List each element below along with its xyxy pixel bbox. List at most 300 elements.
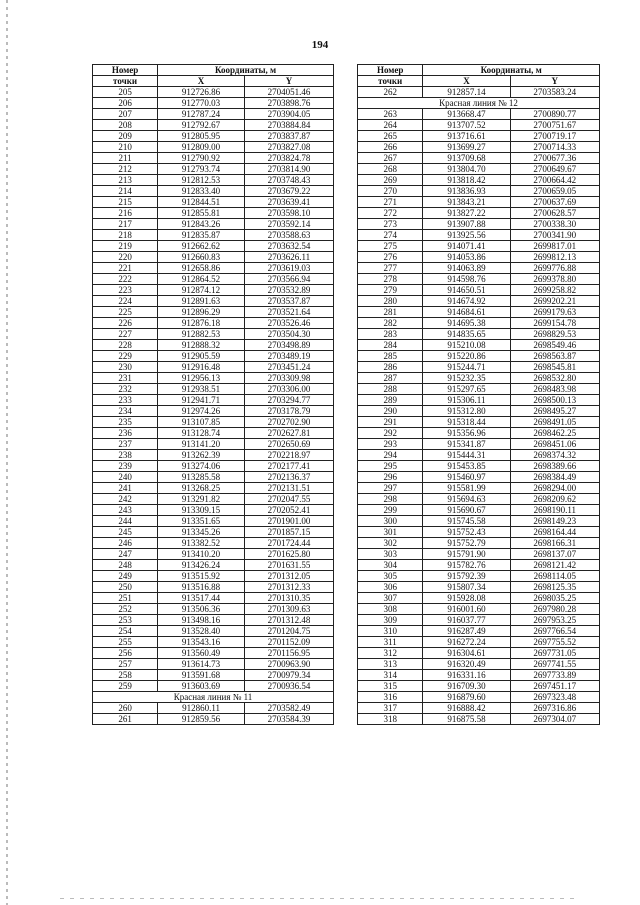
- red-line-section-label: Красная линия № 12: [358, 98, 600, 109]
- table-row: [358, 593, 600, 604]
- table-row: [358, 241, 600, 252]
- point-number-cell: 270: [358, 186, 423, 197]
- point-number-cell: 273: [358, 219, 423, 230]
- point-number-cell: 317: [358, 703, 423, 714]
- y-coordinate-cell: 2698483.98: [510, 384, 599, 395]
- table-row: [93, 472, 334, 483]
- y-coordinate-cell: 2700979.34: [244, 670, 333, 681]
- table-row: [358, 659, 600, 670]
- point-number-cell: 219: [93, 241, 158, 252]
- x-coordinate-cell: 915306.11: [423, 395, 510, 406]
- table-row: [358, 186, 600, 197]
- point-number-cell: 224: [93, 296, 158, 307]
- point-number-cell: 302: [358, 538, 423, 549]
- point-number-cell: 283: [358, 329, 423, 340]
- y-coordinate-cell: 2698035.25: [510, 593, 599, 604]
- point-number-cell: 211: [93, 153, 158, 164]
- point-number-cell: 208: [93, 120, 158, 131]
- point-number-cell: 212: [93, 164, 158, 175]
- point-number-cell: 278: [358, 274, 423, 285]
- point-number-cell: 231: [93, 373, 158, 384]
- scan-edge-artifact: [6, 0, 8, 905]
- point-number-cell: 232: [93, 384, 158, 395]
- table-row: [93, 241, 334, 252]
- point-number-cell: 238: [93, 450, 158, 461]
- table-row: [358, 318, 600, 329]
- y-coordinate-cell: 2698294.00: [510, 483, 599, 494]
- table-row: [93, 274, 334, 285]
- table-row: [358, 153, 600, 164]
- y-column-header: Y: [510, 76, 599, 87]
- point-number-cell: 282: [358, 318, 423, 329]
- x-coordinate-cell: 913591.68: [158, 670, 245, 681]
- table-row: [358, 582, 600, 593]
- y-coordinate-cell: 2702650.69: [244, 439, 333, 450]
- y-coordinate-cell: 2698491.05: [510, 417, 599, 428]
- table-row: [358, 439, 600, 450]
- y-coordinate-cell: 2698384.49: [510, 472, 599, 483]
- point-number-cell: 290: [358, 406, 423, 417]
- x-coordinate-cell: 913262.39: [158, 450, 245, 461]
- x-coordinate-cell: 912662.62: [158, 241, 245, 252]
- x-coordinate-cell: 912876.18: [158, 318, 245, 329]
- y-coordinate-cell: 2698549.46: [510, 340, 599, 351]
- point-number-cell: 220: [93, 252, 158, 263]
- point-number-cell: 268: [358, 164, 423, 175]
- x-coordinate-cell: 914071.41: [423, 241, 510, 252]
- y-coordinate-cell: 2697766.54: [510, 626, 599, 637]
- table-row: [93, 120, 334, 131]
- table-row: [358, 549, 600, 560]
- table-row: [358, 538, 600, 549]
- y-coordinate-cell: 2701312.48: [244, 615, 333, 626]
- x-coordinate-cell: 912812.53: [158, 175, 245, 186]
- y-coordinate-cell: 2704051.46: [244, 87, 333, 98]
- table-row: [358, 373, 600, 384]
- table-row: [93, 681, 334, 692]
- x-coordinate-cell: 913517.44: [158, 593, 245, 604]
- y-coordinate-cell: 2699378.80: [510, 274, 599, 285]
- point-number-cell: 247: [93, 549, 158, 560]
- x-coordinate-cell: 913668.47: [423, 109, 510, 120]
- x-coordinate-cell: 916037.77: [423, 615, 510, 626]
- y-coordinate-cell: 2698209.62: [510, 494, 599, 505]
- table-row: [358, 670, 600, 681]
- y-coordinate-cell: 2703824.78: [244, 153, 333, 164]
- x-coordinate-cell: 915444.31: [423, 450, 510, 461]
- y-coordinate-cell: 2703626.11: [244, 252, 333, 263]
- y-coordinate-cell: 2697953.25: [510, 615, 599, 626]
- point-number-cell: 235: [93, 417, 158, 428]
- point-number-cell: 316: [358, 692, 423, 703]
- y-coordinate-cell: 2697741.55: [510, 659, 599, 670]
- x-coordinate-cell: 913843.21: [423, 197, 510, 208]
- y-coordinate-cell: 2700341.90: [510, 230, 599, 241]
- y-coordinate-cell: 2703582.49: [244, 703, 333, 714]
- x-coordinate-cell: 913141.20: [158, 439, 245, 450]
- point-number-cell: 205: [93, 87, 158, 98]
- point-number-cell: 237: [93, 439, 158, 450]
- y-coordinate-cell: 2703489.19: [244, 351, 333, 362]
- point-number-cell: 248: [93, 560, 158, 571]
- point-number-cell: 267: [358, 153, 423, 164]
- y-coordinate-cell: 2697755.52: [510, 637, 599, 648]
- y-coordinate-cell: 2697451.17: [510, 681, 599, 692]
- x-coordinate-cell: 912874.12: [158, 285, 245, 296]
- x-coordinate-cell: 915341.87: [423, 439, 510, 450]
- x-coordinate-cell: 912660.83: [158, 252, 245, 263]
- point-number-cell: 291: [358, 417, 423, 428]
- y-coordinate-cell: 2699776.88: [510, 263, 599, 274]
- point-number-cell: 301: [358, 527, 423, 538]
- x-coordinate-cell: 912809.00: [158, 142, 245, 153]
- y-coordinate-cell: 2697980.28: [510, 604, 599, 615]
- point-number-cell: 254: [93, 626, 158, 637]
- table-row: [93, 615, 334, 626]
- y-coordinate-cell: 2703748.43: [244, 175, 333, 186]
- y-coordinate-cell: 2700714.33: [510, 142, 599, 153]
- y-coordinate-cell: 2698149.23: [510, 516, 599, 527]
- x-coordinate-cell: 915297.65: [423, 384, 510, 395]
- x-coordinate-cell: 916709.30: [423, 681, 510, 692]
- x-coordinate-cell: 915752.43: [423, 527, 510, 538]
- point-number-cell: 244: [93, 516, 158, 527]
- x-coordinate-cell: 913351.65: [158, 516, 245, 527]
- table-row: [358, 406, 600, 417]
- point-number-cell: 281: [358, 307, 423, 318]
- table-row: [93, 373, 334, 384]
- table-row: [358, 648, 600, 659]
- y-coordinate-cell: 2699202.21: [510, 296, 599, 307]
- x-coordinate-cell: 912916.48: [158, 362, 245, 373]
- point-number-cell: 295: [358, 461, 423, 472]
- point-number-cell: 222: [93, 274, 158, 285]
- y-coordinate-cell: 2703632.54: [244, 241, 333, 252]
- y-coordinate-cell: 2703178.79: [244, 406, 333, 417]
- y-coordinate-cell: 2702052.41: [244, 505, 333, 516]
- table-row: [358, 417, 600, 428]
- table-row: [358, 252, 600, 263]
- point-number-cell: 249: [93, 571, 158, 582]
- y-coordinate-cell: 2701309.63: [244, 604, 333, 615]
- table-row: [358, 692, 600, 703]
- point-number-cell: 311: [358, 637, 423, 648]
- table-row: [358, 131, 600, 142]
- y-coordinate-cell: 2698121.42: [510, 560, 599, 571]
- y-coordinate-cell: 2698389.66: [510, 461, 599, 472]
- point-number-cell: 288: [358, 384, 423, 395]
- point-number-cell: 293: [358, 439, 423, 450]
- y-coordinate-cell: 2698532.80: [510, 373, 599, 384]
- table-row: [358, 703, 600, 714]
- y-coordinate-cell: 2701724.44: [244, 538, 333, 549]
- y-coordinate-cell: 2702131.51: [244, 483, 333, 494]
- point-number-cell: 233: [93, 395, 158, 406]
- x-coordinate-cell: 913528.40: [158, 626, 245, 637]
- table-row: [93, 670, 334, 681]
- point-number-cell: 206: [93, 98, 158, 109]
- y-coordinate-cell: 2698500.13: [510, 395, 599, 406]
- x-coordinate-cell: 916320.49: [423, 659, 510, 670]
- y-coordinate-cell: 2703294.77: [244, 395, 333, 406]
- table-row: [93, 307, 334, 318]
- table-row: [358, 219, 600, 230]
- x-coordinate-cell: 913291.82: [158, 494, 245, 505]
- y-coordinate-cell: 2700628.57: [510, 208, 599, 219]
- point-number-cell: 279: [358, 285, 423, 296]
- point-number-cell: 286: [358, 362, 423, 373]
- red-line-section-label: Красная линия № 11: [93, 692, 334, 703]
- point-number-cell: 315: [358, 681, 423, 692]
- table-row: [93, 318, 334, 329]
- y-coordinate-cell: 2701631.55: [244, 560, 333, 571]
- x-coordinate-cell: 913603.69: [158, 681, 245, 692]
- table-row: [93, 626, 334, 637]
- x-coordinate-cell: 912855.81: [158, 208, 245, 219]
- point-number-cell: 255: [93, 637, 158, 648]
- point-number-cell: 280: [358, 296, 423, 307]
- point-number-cell: 240: [93, 472, 158, 483]
- point-number-cell: 209: [93, 131, 158, 142]
- table-row: [93, 109, 334, 120]
- y-coordinate-cell: 2701312.05: [244, 571, 333, 582]
- table-row: [358, 571, 600, 582]
- y-coordinate-cell: 2698137.07: [510, 549, 599, 560]
- point-number-cell: 217: [93, 219, 158, 230]
- y-coordinate-cell: 2703526.46: [244, 318, 333, 329]
- y-coordinate-cell: 2702177.41: [244, 461, 333, 472]
- table-row: [93, 703, 334, 714]
- x-coordinate-cell: 915453.85: [423, 461, 510, 472]
- point-number-cell: 264: [358, 120, 423, 131]
- y-coordinate-cell: 2700637.69: [510, 197, 599, 208]
- x-coordinate-cell: 913345.26: [158, 527, 245, 538]
- point-number-cell: 234: [93, 406, 158, 417]
- y-coordinate-cell: 2697316.86: [510, 703, 599, 714]
- x-coordinate-cell: 912658.86: [158, 263, 245, 274]
- point-number-cell: 305: [358, 571, 423, 582]
- y-coordinate-cell: 2703566.94: [244, 274, 333, 285]
- x-coordinate-cell: 915928.08: [423, 593, 510, 604]
- y-coordinate-cell: 2703498.89: [244, 340, 333, 351]
- y-coordinate-cell: 2697304.07: [510, 714, 599, 725]
- point-number-cell: 274: [358, 230, 423, 241]
- x-coordinate-cell: 915232.35: [423, 373, 510, 384]
- y-coordinate-cell: 2701204.75: [244, 626, 333, 637]
- x-coordinate-cell: 912843.26: [158, 219, 245, 230]
- table-row: [358, 395, 600, 406]
- x-coordinate-cell: 913699.27: [423, 142, 510, 153]
- table-row: [358, 626, 600, 637]
- x-coordinate-cell: 913498.16: [158, 615, 245, 626]
- x-coordinate-cell: 912793.74: [158, 164, 245, 175]
- table-row: [358, 329, 600, 340]
- point-number-cell: 210: [93, 142, 158, 153]
- x-coordinate-cell: 914684.61: [423, 307, 510, 318]
- point-number-cell: 245: [93, 527, 158, 538]
- x-coordinate-cell: 913506.36: [158, 604, 245, 615]
- table-row: [93, 439, 334, 450]
- x-coordinate-cell: 915792.39: [423, 571, 510, 582]
- y-coordinate-cell: 2700963.90: [244, 659, 333, 670]
- point-number-cell: 263: [358, 109, 423, 120]
- table-row: [93, 362, 334, 373]
- table-row: [93, 340, 334, 351]
- x-coordinate-cell: 915807.34: [423, 582, 510, 593]
- table-row: [93, 164, 334, 175]
- point-number-cell: 296: [358, 472, 423, 483]
- y-coordinate-cell: 2698462.25: [510, 428, 599, 439]
- coordinates-header: Координаты, м: [158, 65, 334, 76]
- x-coordinate-cell: 912792.67: [158, 120, 245, 131]
- scan-bottom-artifact: [60, 898, 580, 899]
- coordinates-table-right: [357, 64, 600, 725]
- x-coordinate-cell: 912896.29: [158, 307, 245, 318]
- y-coordinate-cell: 2700664.42: [510, 175, 599, 186]
- table-row: [93, 593, 334, 604]
- table-row: [93, 450, 334, 461]
- table-row: [93, 197, 334, 208]
- point-number-header-2: точки: [93, 76, 158, 87]
- x-coordinate-cell: 914063.89: [423, 263, 510, 274]
- point-number-cell: 309: [358, 615, 423, 626]
- y-coordinate-cell: 2701310.35: [244, 593, 333, 604]
- table-row: [93, 142, 334, 153]
- y-coordinate-cell: 2703306.00: [244, 384, 333, 395]
- table-row: [93, 494, 334, 505]
- y-coordinate-cell: 2700338.30: [510, 219, 599, 230]
- table-row: [93, 659, 334, 670]
- table-row: [93, 483, 334, 494]
- x-coordinate-cell: 915782.76: [423, 560, 510, 571]
- x-coordinate-cell: 916272.24: [423, 637, 510, 648]
- x-coordinate-cell: 913560.49: [158, 648, 245, 659]
- table-row: [93, 604, 334, 615]
- y-coordinate-cell: 2703584.39: [244, 714, 333, 725]
- y-coordinate-cell: 2703592.14: [244, 219, 333, 230]
- y-coordinate-cell: 2703588.63: [244, 230, 333, 241]
- point-number-cell: 243: [93, 505, 158, 516]
- table-row: [358, 274, 600, 285]
- y-coordinate-cell: 2703639.41: [244, 197, 333, 208]
- x-coordinate-cell: 913382.52: [158, 538, 245, 549]
- x-coordinate-cell: 912956.13: [158, 373, 245, 384]
- x-coordinate-cell: 912888.32: [158, 340, 245, 351]
- x-coordinate-cell: 915791.90: [423, 549, 510, 560]
- x-coordinate-cell: 915356.96: [423, 428, 510, 439]
- point-number-cell: 229: [93, 351, 158, 362]
- y-coordinate-cell: 2703598.10: [244, 208, 333, 219]
- y-coordinate-cell: 2703679.22: [244, 186, 333, 197]
- y-coordinate-cell: 2698125.35: [510, 582, 599, 593]
- y-column-header: Y: [244, 76, 333, 87]
- x-coordinate-cell: 913268.25: [158, 483, 245, 494]
- y-coordinate-cell: 2703619.03: [244, 263, 333, 274]
- y-coordinate-cell: 2703827.08: [244, 142, 333, 153]
- x-coordinate-cell: 916879.60: [423, 692, 510, 703]
- x-coordinate-cell: 913836.93: [423, 186, 510, 197]
- y-coordinate-cell: 2698374.32: [510, 450, 599, 461]
- x-coordinate-cell: 912833.40: [158, 186, 245, 197]
- y-coordinate-cell: 2698829.53: [510, 329, 599, 340]
- point-number-cell: 241: [93, 483, 158, 494]
- point-number-header: Номер: [358, 65, 423, 76]
- x-coordinate-cell: 913709.68: [423, 153, 510, 164]
- table-row: [358, 175, 600, 186]
- point-number-cell: 292: [358, 428, 423, 439]
- x-coordinate-cell: 914598.76: [423, 274, 510, 285]
- table-row: [93, 329, 334, 340]
- x-coordinate-cell: 912770.03: [158, 98, 245, 109]
- point-number-cell: 251: [93, 593, 158, 604]
- point-number-cell: 207: [93, 109, 158, 120]
- table-row: [358, 87, 600, 98]
- y-coordinate-cell: 2701156.95: [244, 648, 333, 659]
- table-row: [93, 549, 334, 560]
- x-coordinate-cell: 914835.65: [423, 329, 510, 340]
- x-coordinate-cell: 913128.74: [158, 428, 245, 439]
- point-number-cell: 213: [93, 175, 158, 186]
- point-number-cell: 294: [358, 450, 423, 461]
- x-coordinate-cell: 915745.58: [423, 516, 510, 527]
- x-coordinate-cell: 916304.61: [423, 648, 510, 659]
- x-coordinate-cell: 913515.92: [158, 571, 245, 582]
- table-row: [358, 142, 600, 153]
- table-row: [358, 681, 600, 692]
- table-row: [358, 263, 600, 274]
- point-number-cell: 258: [93, 670, 158, 681]
- table-row: [93, 153, 334, 164]
- point-number-cell: 246: [93, 538, 158, 549]
- point-number-cell: 289: [358, 395, 423, 406]
- point-number-cell: 226: [93, 318, 158, 329]
- y-coordinate-cell: 2698495.27: [510, 406, 599, 417]
- table-row: [93, 516, 334, 527]
- y-coordinate-cell: 2699812.13: [510, 252, 599, 263]
- table-row: [93, 527, 334, 538]
- table-row: [358, 714, 600, 725]
- y-coordinate-cell: 2700751.67: [510, 120, 599, 131]
- table-row: [358, 340, 600, 351]
- table-row: [358, 560, 600, 571]
- table-row: [358, 120, 600, 131]
- point-number-cell: 269: [358, 175, 423, 186]
- y-coordinate-cell: 2703904.05: [244, 109, 333, 120]
- table-row: [93, 175, 334, 186]
- point-number-cell: 303: [358, 549, 423, 560]
- x-coordinate-cell: 914650.51: [423, 285, 510, 296]
- x-column-header: X: [423, 76, 510, 87]
- x-coordinate-cell: 916287.49: [423, 626, 510, 637]
- x-coordinate-cell: 915220.86: [423, 351, 510, 362]
- y-coordinate-cell: 2702218.97: [244, 450, 333, 461]
- y-coordinate-cell: 2697731.05: [510, 648, 599, 659]
- y-coordinate-cell: 2703814.90: [244, 164, 333, 175]
- x-coordinate-cell: 912726.86: [158, 87, 245, 98]
- point-number-cell: 306: [358, 582, 423, 593]
- point-number-cell: 214: [93, 186, 158, 197]
- x-coordinate-cell: 913716.61: [423, 131, 510, 142]
- table-row: [93, 637, 334, 648]
- table-row: [358, 362, 600, 373]
- y-coordinate-cell: 2703583.24: [510, 87, 599, 98]
- y-coordinate-cell: 2703898.76: [244, 98, 333, 109]
- point-number-cell: 262: [358, 87, 423, 98]
- point-number-cell: 223: [93, 285, 158, 296]
- point-number-cell: 308: [358, 604, 423, 615]
- table-row: [358, 505, 600, 516]
- y-coordinate-cell: 2701857.15: [244, 527, 333, 538]
